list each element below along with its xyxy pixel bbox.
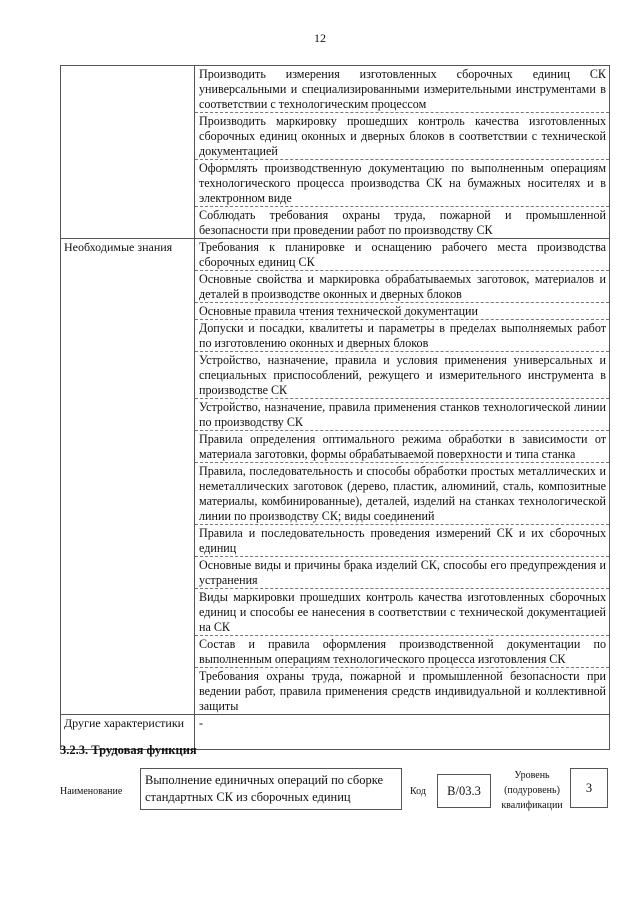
skill-item: Оформлять производственную документацию по выполненным операциям технологического процесса производства СК на бумажных носителях и в электронном виде [195, 160, 609, 207]
skill-item: Производить измерения изготовленных сборочных единиц СК универсальными и специализированными измерительными инструментами в соответствии с технологическим процессом [195, 66, 609, 113]
section-title: 3.2.3. Трудовая функция [60, 743, 197, 757]
competency-table [60, 65, 610, 750]
page-number: 12 [314, 31, 326, 45]
skill-item: Производить маркировку прошедших контроль качества изготовленных сборочных единиц оконных и дверных блоков в соответствии с технической документацией [195, 113, 609, 160]
knowledge-item: Основные свойства и маркировка обрабатываемых заготовок, материалов и деталей в производстве оконных и дверных блоков [195, 271, 609, 303]
knowledge-label: Необходимые знания [61, 239, 195, 714]
knowledge-item: Устройство, назначение, правила и условия применения универсальных и специальных приспособлений, режущего и измерительного инструмента в производстве СК [195, 352, 609, 399]
knowledge-item: Устройство, назначение, правила применения станков технологической линии по производству СК [195, 399, 609, 431]
knowledge-item: Допуски и посадки, квалитеты и параметры в пределах выполняемых работ по изготовлению оконных и дверных блоков [195, 320, 609, 352]
knowledge-item: Состав и правила оформления производственной документации по выполненным операциям технологического процесса изготовления СК [195, 636, 609, 668]
knowledge-item: Правила, последовательность и способы обработки простых металлических и неметаллических заготовок (дерево, пластик, алюминий, сталь, композитные материалы, комбинированные), деталей, изделий на станках технологической линии по производству СК; виды соединений [195, 463, 609, 525]
name-value-box: Выполнение единичных операций по сборке стандартных СК из сборочных единиц [140, 768, 402, 810]
code-value-box: В/03.3 [437, 774, 491, 808]
name-label: Наименование [60, 786, 123, 797]
skills-row [61, 66, 609, 239]
knowledge-item: Требования охраны труда, пожарной и промышленной безопасности при ведении работ, правила применения средств индивидуальной и коллективной защиты [199, 669, 606, 713]
knowledge-list [195, 239, 609, 714]
skill-item: Соблюдать требования охраны труда, пожарной и промышленной безопасности при проведении работ по производству СК [199, 208, 606, 237]
knowledge-item: Основные виды и причины брака изделий СК, способы его предупреждения и устранения [195, 557, 609, 589]
level-label: Уровень (подуровень) квалификации [501, 770, 563, 811]
knowledge-item: Правила определения оптимального режима обработки в зависимости от материала заготовки, формы обрабатываемой поверхности и типа станка [195, 431, 609, 463]
knowledge-row [61, 239, 609, 715]
code-label: Код [410, 786, 426, 797]
knowledge-item: Виды маркировки прошедших контроль качества изготовленных сборочных единиц и способы ее нанесения в соответствии с технической документацией на СК [195, 589, 609, 636]
knowledge-item: Требования к планировке и оснащению рабочего места производства сборочных единиц СК [195, 239, 609, 271]
level-value-box: 3 [570, 768, 608, 808]
labor-function-block [60, 768, 608, 816]
other-value: - [199, 716, 204, 730]
skills-list [195, 66, 609, 238]
skills-label-cell [61, 66, 195, 238]
other-label: Другие характеристики [61, 715, 195, 749]
knowledge-item: Правила и последовательность проведения измерений СК и их сборочных единиц [195, 525, 609, 557]
knowledge-item: Основные правила чтения технической документации [195, 303, 609, 320]
